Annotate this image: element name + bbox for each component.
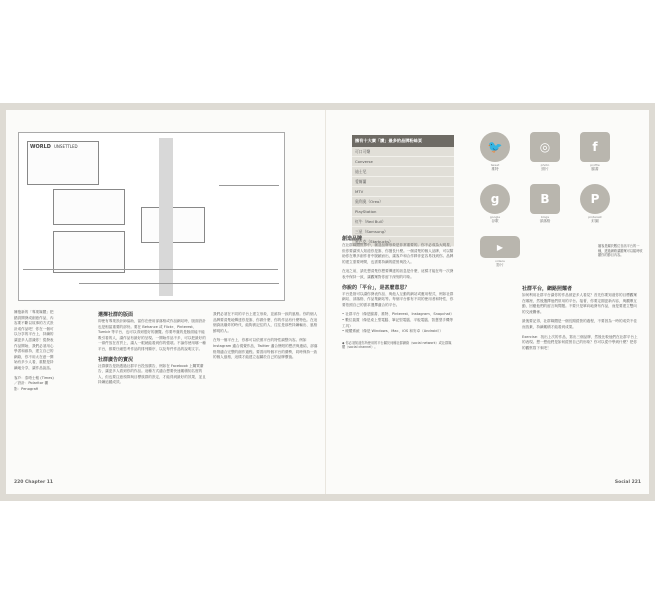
right-page (326, 110, 649, 494)
sketch-label-2: UNSETTLED (54, 144, 78, 149)
icon-label-en: profile (590, 163, 600, 167)
sketch-line (219, 185, 279, 186)
figure-credit: 客戶：泰晤士報 (Times)／設計：Polaritor 攝影：Penografi (14, 375, 54, 391)
brand-row: 紅牛（Red Bull） (352, 217, 454, 227)
column-3 (342, 236, 454, 350)
page-footer-right (615, 480, 641, 485)
icon-label-en: google (489, 215, 501, 219)
icon-label-en: photo (540, 163, 550, 167)
icon-label-zh: 臉書 (591, 167, 599, 171)
para-platform: 平台是指可以讓你發表作品、與他人互動的網站或應用程式，例如社群網站、部落格、作品集網站等。每個平台都有不同的使用者和特性，你要依照自己的需求選擇適合的平台。 (342, 291, 454, 307)
instagram-icon-block (528, 132, 562, 172)
brand-row: 迪士尼 (352, 167, 454, 177)
para-social: 如何利用社群平台讓你的作品被更多人看見？首先你要知道你的目標觀眾在哪裡，然後選擇他們常用的平台。接著，你要定期更新內容，與觀眾互動，回應他們的留言與問題。不要只是單向地發布作品，而是要建立雙向的交流關係。 (522, 293, 637, 314)
heading-platform: 你說的「平台」，是甚麼意思？ (342, 284, 410, 291)
brand-row: MTV (352, 187, 454, 197)
heading-brand: 創造品牌 (342, 236, 363, 242)
google-icon: g (480, 184, 510, 214)
blogger-icon-block (528, 184, 562, 224)
brand-row: 星巴克（Starbucks） (352, 237, 454, 247)
page-footer-left (14, 480, 53, 485)
sketch-label: WORLD (30, 144, 51, 150)
exercise-text: Exercise：找出上次的作品，寫出三個品牌，然後比較他們在社群平台上的表現。想一想他們是如何經營自己的形象？你可以從中學到什麼？把你的觀察寫下來吧！ (522, 334, 638, 350)
facebook-icon: f (580, 132, 610, 162)
sketch-line (23, 269, 278, 270)
page-number: 220 (14, 480, 24, 485)
pinterest-icon: P (580, 184, 610, 214)
pinterest-icon-block (578, 184, 612, 224)
youtube-icon: ▶ (480, 236, 520, 258)
brand-row: 三星（Samsung） (352, 227, 454, 237)
chapter-label: Chapter 11 (24, 480, 53, 485)
brand-table-title: 擁有十大廣「讚」最多的品牌粉絲頁 (352, 135, 454, 147)
heading-ads: 社群廣告的實況 (98, 356, 134, 363)
brand-row: PlayStation (352, 207, 454, 217)
para-brand-2: 在這之前，請先想清楚你想要傳達的訊息是什麼，這樣才能在每一次發表中保持一致，讓觀眾對你留下深刻的印象。 (342, 269, 454, 279)
bullet-item: • 數位裝置（像是桌上型電腦、筆記型電腦、平板電腦、智慧型手機等工具） (342, 317, 454, 328)
brand-row: 可口可樂 (352, 147, 454, 157)
icon-label-zh: 部落格 (539, 219, 551, 223)
icon-label-en: videos (495, 259, 505, 263)
youtube-icon-block (478, 236, 522, 268)
column-2 (213, 312, 319, 365)
figure-caption-text: 擁抱新的「專業媒體」把錯誤開發成創意作品，內容要不斷以故事的方式設計成作品吧！你在一個可以分享的平台上，持續的讓更多人認識你！從發表作品開始，我們必須用心學習和維持，建立自己的網絡，你不用太在意一開始有多少人看，重點是持續地分享，讓作品說話。 (14, 310, 54, 370)
icon-label-zh: 推特 (491, 167, 499, 171)
section-label: Social (614, 480, 631, 485)
twitter-icon: 🐦 (480, 132, 510, 162)
left-page (6, 110, 325, 494)
icon-side-note: 播客是屬於數位音訊平台的一種，透過網路讓聽眾可以隨時收聽你的節目內容。 (598, 244, 643, 258)
brand-table (352, 135, 454, 247)
sketch-frame (27, 141, 99, 185)
camera-icon: ◎ (530, 132, 560, 162)
para-brand-image: 我們必須在不同的平台上建立形象，並維持一致的風格。你的個人品牌要清楚地傳達你是誰、你做什麼、你的作品有什麼特色。在這個資訊爆炸的時代，能夠被記住的人，往往是那些持續輸出、風格鮮明的人。 (213, 312, 318, 333)
blogger-icon: B (530, 184, 560, 214)
brand-row: Converse (352, 157, 454, 167)
sketch-line (79, 283, 279, 284)
facebook-icon-block (578, 132, 612, 172)
sketch-frame (141, 207, 205, 243)
sketch-frame (53, 189, 125, 225)
icon-label-en: pinterest (588, 215, 602, 219)
icon-label-en: tweet (490, 163, 500, 167)
twitter-icon-block (478, 132, 512, 172)
bullet-item: • 社群平台（像是臉書、推特、Pinterest、Instagram、Snapchat） (342, 312, 454, 317)
storyboard-sketch (18, 132, 285, 301)
bullet-item: • 硬體系統（像是 Windows、Mac、iOS 和安卓（Android）） (342, 329, 443, 334)
para-platforms: 在每一個平台上，你都可以依照平台的特性調整內容。例如 Instagram 適合視覺作品，Twitter 適合簡短的想法與連結，部落格則適合完整的創作過程。要善用每個平台的優勢，同時保持一致的個人風格，這樣才能建立起屬於自己的品牌價值。 (213, 338, 318, 360)
column-4 (522, 286, 640, 355)
icon-label-zh: 釘圖 (591, 219, 599, 223)
page-number: 221 (631, 480, 641, 485)
brand-row: 奧利奧（Oreo） (352, 197, 454, 207)
para-layout: 即使有專業設計師協助，當你在使用部落格或作品網站時，版面設計也是相當重要的部份。要在 Behance 或 Flickr、Pinterest、Tumblr 等平台，也可以得到很好的瀏覽。你要考慮的是版面能不能吸引看的人，讓作品有最好的呈現。一開始作品不多，可以把最好的一兩件放在首頁上，讓人一眼就能看到你的強項。不論你使用哪一種平台，都要仔細思考作品的排列順序，以及每件作品的說明文字。 (98, 319, 206, 351)
footnote: ◆ 你必須知道你所使用的平台屬於何種社群網絡（social network）或社群媒體（social channel）。 (342, 340, 452, 350)
para-social-2: 最後要記得，社群媒體是一個長期經營的過程，不要因為一時的成效不佳而放棄，持續累積才能看到成果。 (522, 319, 637, 329)
sketch-column (159, 138, 173, 296)
para-brand: 在社群媒體世界中，創造品牌形象是非常重要的。你不必成為大明星，但你要讓別人知道你是誰、你擅長什麼。一個清楚的個人品牌，可以幫助你在眾多創作者中脫穎而出，讓客戶和合作夥伴更容易找到你。品牌的建立需要時間，也需要持續的經營與投入。 (342, 243, 454, 264)
sketch-frame (53, 231, 125, 273)
icon-label-zh: 谷歌 (491, 219, 499, 223)
column-1 (98, 312, 206, 390)
figure-caption (14, 310, 54, 392)
heading-layout: 選擇社群的版面 (98, 312, 134, 318)
icon-label-zh: 照片 (541, 167, 549, 171)
brand-row: 愛爾蘭 (352, 177, 454, 187)
para-ads: 社群廣告是指透過社群平台投放廣告，例如在 Facebook 上購買廣告，讓更多人看到你的作品。這種方式適合想要快速累積知名度的人，但也要注意預算與目標族群的設定，才能得到最好的效果，並且持續追蹤成效。 (98, 363, 206, 385)
icon-label-en: blogs (540, 215, 550, 219)
icon-label-zh: 影片 (496, 263, 504, 267)
heading-social: 社群平台，網路照耀者 (522, 286, 573, 292)
google-icon-block (478, 184, 512, 224)
